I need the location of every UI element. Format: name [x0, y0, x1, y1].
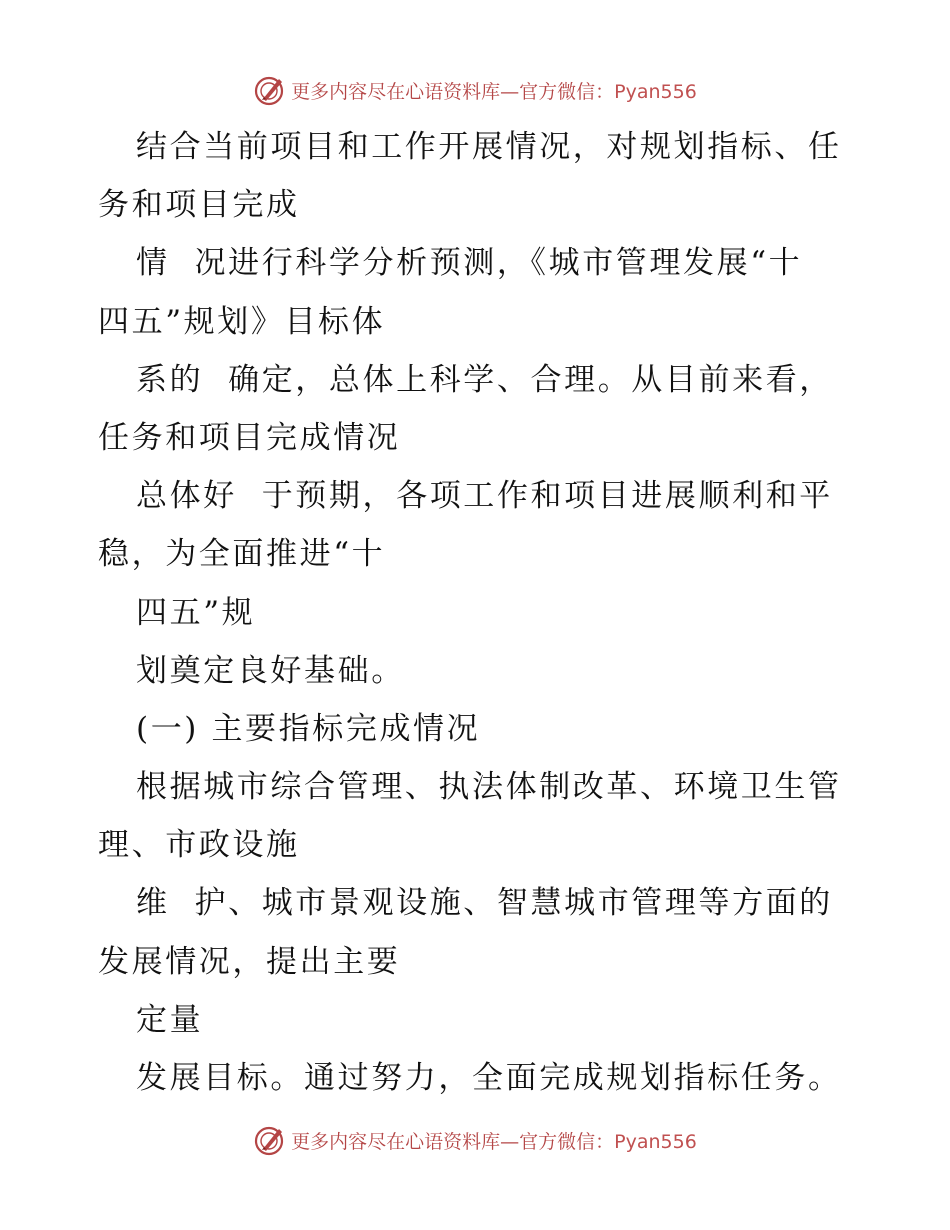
- text-line: 维 护、城市景观设施、智慧城市管理等方面的: [136, 885, 833, 922]
- watermark-text: 更多内容尽在心语资料库—官方微信：Pyan556: [291, 1130, 697, 1153]
- text-line: 总体好 于预期，各项工作和项目进展顺利和平: [136, 478, 833, 515]
- text-line: 结合当前项目和工作开展情况，对规划指标、任: [136, 129, 842, 165]
- text-line: 四五”规划》目标体: [98, 303, 386, 340]
- text-line: 任务和项目完成情况: [98, 419, 401, 456]
- pen-logo-icon: [253, 1123, 287, 1157]
- text-line: 发展情况，提出主要: [98, 943, 401, 980]
- header-watermark: [0, 70, 950, 110]
- text-line: 稳，为全面推进“十: [98, 536, 386, 573]
- text-line: 务和项目完成: [98, 187, 300, 224]
- text-line: 划奠定良好基础。: [136, 652, 405, 689]
- text-line: 情 况进行科学分析预测，《城市管理发展“十: [136, 245, 803, 282]
- text-line: 四五”规: [136, 594, 256, 631]
- text-line: (一) 主要指标完成情况: [136, 710, 481, 747]
- text-line: 系的 确定，总体上科学、合理。从目前来看，: [136, 361, 833, 398]
- document-body: [98, 118, 858, 1107]
- footer-watermark: [0, 1120, 950, 1160]
- text-line: 理、市政设施: [98, 827, 300, 864]
- text-line: 发展目标。通过努力，全面完成规划指标任务。: [136, 1060, 842, 1096]
- pen-logo-icon: [253, 73, 287, 107]
- text-line: 根据城市综合管理、执法体制改革、环境卫生管: [136, 769, 842, 806]
- watermark-text: 更多内容尽在心语资料库—官方微信：Pyan556: [291, 80, 697, 103]
- text-line: 定量: [136, 1001, 204, 1038]
